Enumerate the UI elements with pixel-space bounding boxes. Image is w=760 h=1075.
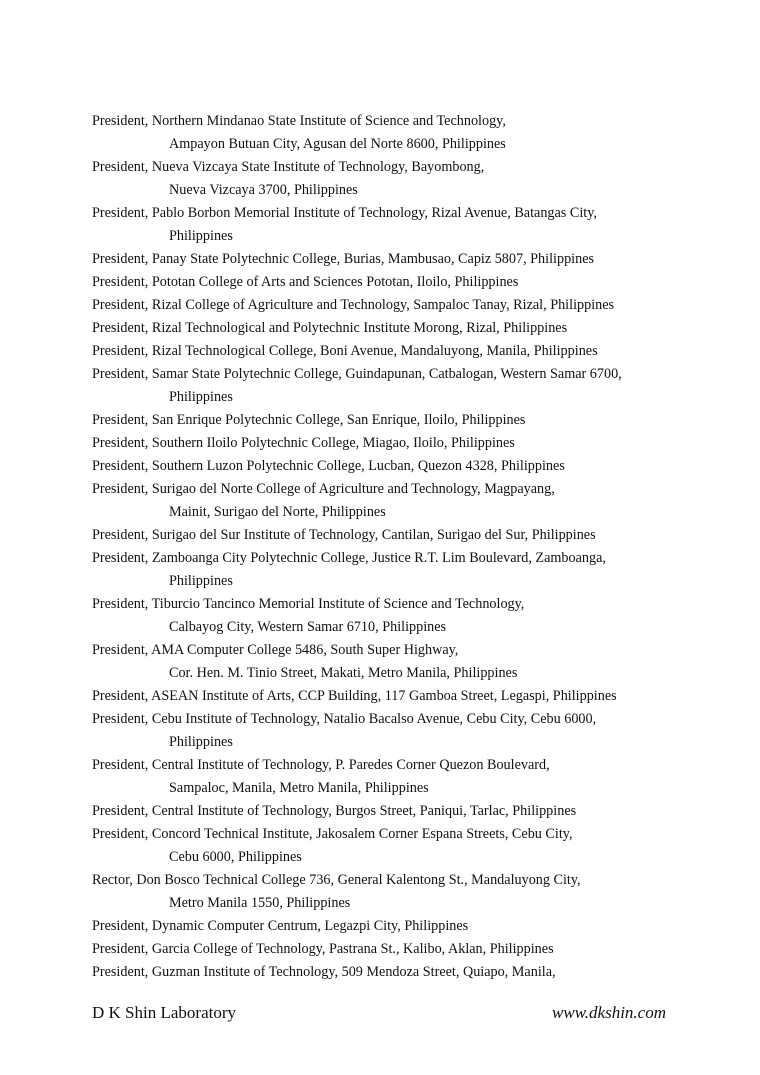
entry-line: Rector, Don Bosco Technical College 736, General Kalentong St., Mandaluyong City, xyxy=(92,872,581,888)
entry-line: President, Pablo Borbon Memorial Institute of Technology, Rizal Avenue, Batangas City, xyxy=(92,205,597,221)
address-entry xyxy=(92,547,712,593)
address-entry xyxy=(92,409,712,432)
entry-line: President, Rizal Technological College, Boni Avenue, Mandaluyong, Manila, Philippines xyxy=(92,343,598,359)
address-entry xyxy=(92,110,712,156)
entry-line: President, Zamboanga City Polytechnic College, Justice R.T. Lim Boulevard, Zamboanga, xyxy=(92,550,606,566)
entry-continuation-line: Sampaloc, Manila, Metro Manila, Philippines xyxy=(169,780,429,796)
address-entry xyxy=(92,708,712,754)
entry-line: President, Rizal College of Agriculture and Technology, Sampaloc Tanay, Rizal, Philippines xyxy=(92,297,615,313)
entry-continuation-line: Mainit, Surigao del Norte, Philippines xyxy=(169,504,386,520)
address-entry xyxy=(92,478,712,524)
entry-line: President, Central Institute of Technology, Burgos Street, Paniqui, Tarlac, Philippines xyxy=(92,803,577,819)
page-footer xyxy=(92,1003,666,1027)
address-entry xyxy=(92,915,712,938)
address-entry xyxy=(92,754,712,800)
address-list xyxy=(92,110,712,984)
entry-line: President, Tiburcio Tancinco Memorial Institute of Science and Technology, xyxy=(92,596,525,612)
footer-website: www.dkshin.com xyxy=(552,1003,666,1022)
entry-continuation-line: Philippines xyxy=(169,389,233,405)
address-entry xyxy=(92,639,712,685)
entry-line: President, ASEAN Institute of Arts, CCP Building, 117 Gamboa Street, Legaspi, Philippines xyxy=(92,688,617,704)
footer-lab-name: D K Shin Laboratory xyxy=(92,1003,237,1022)
address-entry xyxy=(92,800,712,823)
entry-line: President, Southern Luzon Polytechnic College, Lucban, Quezon 4328, Philippines xyxy=(92,458,565,474)
entry-line: President, Southern Iloilo Polytechnic College, Miagao, Iloilo, Philippines xyxy=(92,435,515,451)
entry-continuation-line: Philippines xyxy=(169,734,233,750)
address-entry xyxy=(92,271,712,294)
entry-line: President, Cebu Institute of Technology, Natalio Bacalso Avenue, Cebu City, Cebu 6000, xyxy=(92,711,597,727)
entry-continuation-line: Nueva Vizcaya 3700, Philippines xyxy=(169,182,358,198)
entry-line: President, San Enrique Polytechnic College, San Enrique, Iloilo, Philippines xyxy=(92,412,526,428)
entry-continuation-line: Cebu 6000, Philippines xyxy=(169,849,302,865)
address-entry xyxy=(92,938,712,961)
entry-continuation-line: Philippines xyxy=(169,573,233,589)
entry-continuation-line: Calbayog City, Western Samar 6710, Philippines xyxy=(169,619,447,635)
entry-line: President, Central Institute of Technology, P. Paredes Corner Quezon Boulevard, xyxy=(92,757,550,773)
entry-line: President, Rizal Technological and Polytechnic Institute Morong, Rizal, Philippines xyxy=(92,320,568,336)
entry-line: President, Surigao del Sur Institute of Technology, Cantilan, Surigao del Sur, Philippines xyxy=(92,527,596,543)
entry-line: President, Samar State Polytechnic College, Guindapunan, Catbalogan, Western Samar 6700, xyxy=(92,366,622,382)
entry-line: President, Surigao del Norte College of Agriculture and Technology, Magpayang, xyxy=(92,481,555,497)
address-entry xyxy=(92,823,712,869)
address-entry xyxy=(92,961,712,984)
address-entry xyxy=(92,156,712,202)
entry-continuation-line: Cor. Hen. M. Tinio Street, Makati, Metro Manila, Philippines xyxy=(169,665,518,681)
entry-continuation-line: Metro Manila 1550, Philippines xyxy=(169,895,351,911)
address-entry xyxy=(92,248,712,271)
entry-line: President, AMA Computer College 5486, South Super Highway, xyxy=(92,642,459,658)
address-entry xyxy=(92,685,712,708)
entry-continuation-line: Philippines xyxy=(169,228,233,244)
entry-line: President, Concord Technical Institute, Jakosalem Corner Espana Streets, Cebu City, xyxy=(92,826,573,842)
address-entry xyxy=(92,340,712,363)
address-entry xyxy=(92,593,712,639)
address-entry xyxy=(92,363,712,409)
address-entry xyxy=(92,317,712,340)
entry-line: President, Pototan College of Arts and Sciences Pototan, Iloilo, Philippines xyxy=(92,274,519,290)
entry-line: President, Nueva Vizcaya State Institute of Technology, Bayombong, xyxy=(92,159,485,175)
entry-line: President, Guzman Institute of Technology, 509 Mendoza Street, Quiapo, Manila, xyxy=(92,964,556,980)
entry-line: President, Garcia College of Technology, Pastrana St., Kalibo, Aklan, Philippines xyxy=(92,941,554,957)
address-entry xyxy=(92,294,712,317)
address-entry xyxy=(92,869,712,915)
entry-line: President, Panay State Polytechnic College, Burias, Mambusao, Capiz 5807, Philippines xyxy=(92,251,595,267)
address-entry xyxy=(92,455,712,478)
entry-continuation-line: Ampayon Butuan City, Agusan del Norte 8600, Philippines xyxy=(169,136,506,152)
address-entry xyxy=(92,524,712,547)
address-entry xyxy=(92,432,712,455)
entry-line: President, Northern Mindanao State Institute of Science and Technology, xyxy=(92,113,506,129)
entry-line: President, Dynamic Computer Centrum, Legazpi City, Philippines xyxy=(92,918,469,934)
address-entry xyxy=(92,202,712,248)
